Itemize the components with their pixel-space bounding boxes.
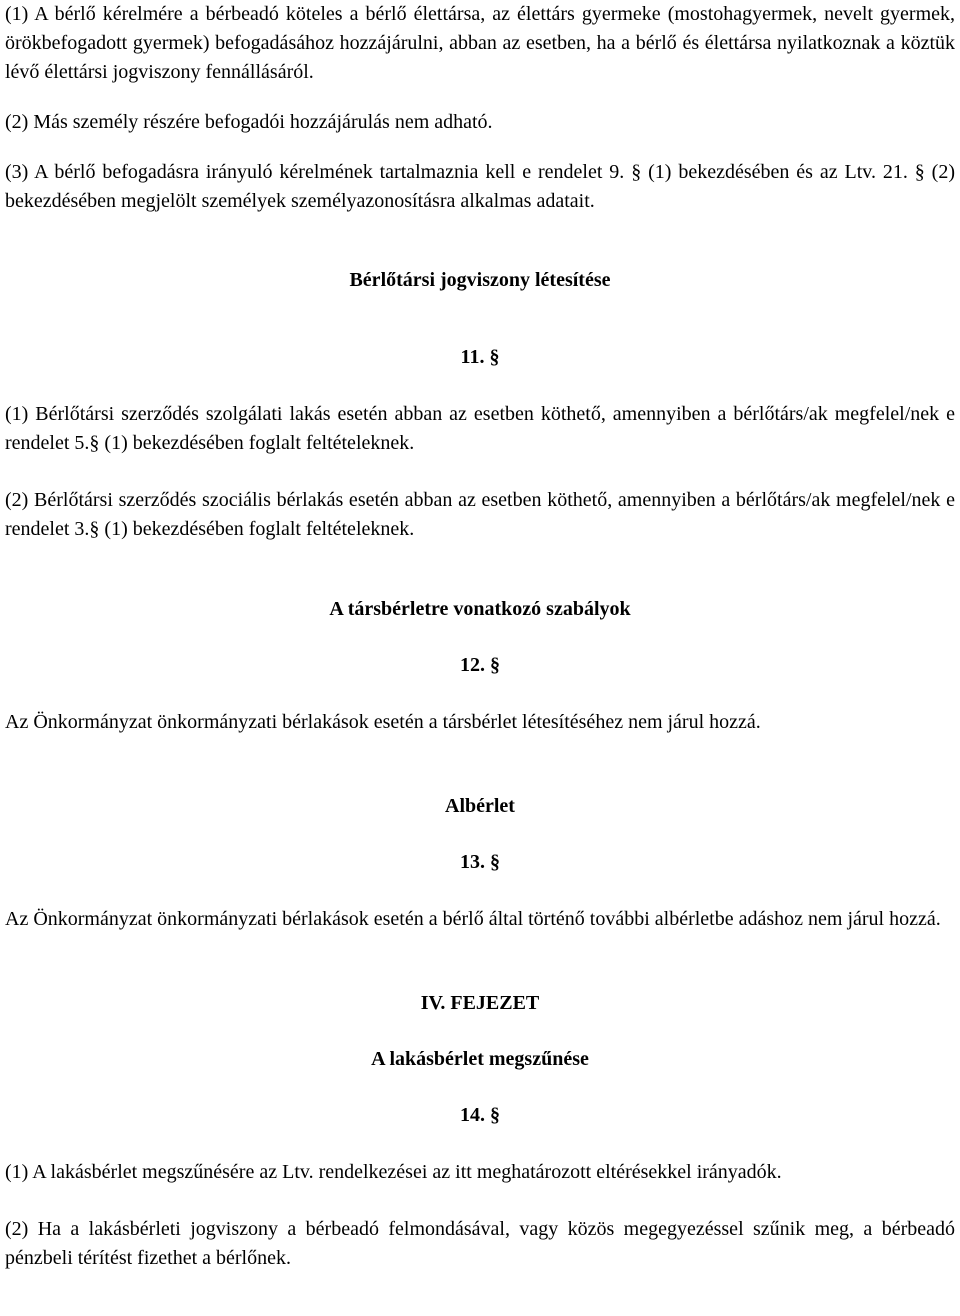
heading-berlotarsi: Bérlőtársi jogviszony létesítése xyxy=(349,269,611,291)
section-13: 13. § xyxy=(460,851,500,873)
paragraph-11-1: (1) Bérlőtársi szerződés szolgálati lakás esetén abban az esetben köthető, amennyiben a bérlőtárs/ak megfelel/nek e rendelet 5.§ (1) bekezdésében foglalt feltételeknek. xyxy=(5,403,955,454)
paragraph-13: Az Önkormányzat önkormányzati bérlakások esetén a bérlő által történő további albérletbe adáshoz nem járul hozzá. xyxy=(5,908,941,930)
paragraph-12: Az Önkormányzat önkormányzati bérlakások esetén a társbérlet létesítéséhez nem járul hozzá. xyxy=(5,711,761,733)
section-12: 12. § xyxy=(460,654,500,676)
paragraph-14-2: (2) Ha a lakásbérleti jogviszony a bérbeadó felmondásával, vagy közös megegyezéssel szűnik meg, a bérbeadó pénzbeli térítést fizethet a bérlőnek. xyxy=(5,1218,955,1269)
paragraph-14-1: (1) A lakásbérlet megszűnésére az Ltv. rendelkezései az itt meghatározott eltérésekkel irányadók. xyxy=(5,1161,782,1183)
chapter-iv: IV. FEJEZET xyxy=(420,992,540,1014)
paragraph-10-3: (3) A bérlő befogadásra irányuló kérelmének tartalmaznia kell e rendelet 9. § (1) bekezdésében és az Ltv. 21. § (2) bekezdésében megjelölt személyek személyazonosításra alkalmas adatait. xyxy=(5,161,955,212)
section-11: 11. § xyxy=(460,346,500,368)
paragraph-11-2: (2) Bérlőtársi szerződés szociális bérlakás esetén abban az esetben köthető, amennyiben a bérlőtárs/ak megfelel/nek e rendelet 3.§ (1) bekezdésében foglalt feltételeknek. xyxy=(5,489,955,540)
document-page xyxy=(5,0,955,1273)
paragraph-10-1: (1) A bérlő kérelmére a bérbeadó köteles a bérlő élettársa, az élettárs gyermeke (mostohagyermek, nevelt gyermek, örökbefogadott gyermek) befogadásához hozzájárulni, abban az esetben, ha a bérlő és élettársa nyilatkoznak a köztük lévő élettársi jogviszony fennállásáról. xyxy=(5,3,955,83)
section-14: 14. § xyxy=(460,1104,500,1126)
heading-megszunes: A lakásbérlet megszűnése xyxy=(371,1048,589,1070)
heading-alberlet: Albérlet xyxy=(445,795,515,817)
paragraph-10-2: (2) Más személy részére befogadói hozzájárulás nem adható. xyxy=(5,111,493,133)
heading-tarsberlet: A társbérletre vonatkozó szabályok xyxy=(329,598,631,620)
